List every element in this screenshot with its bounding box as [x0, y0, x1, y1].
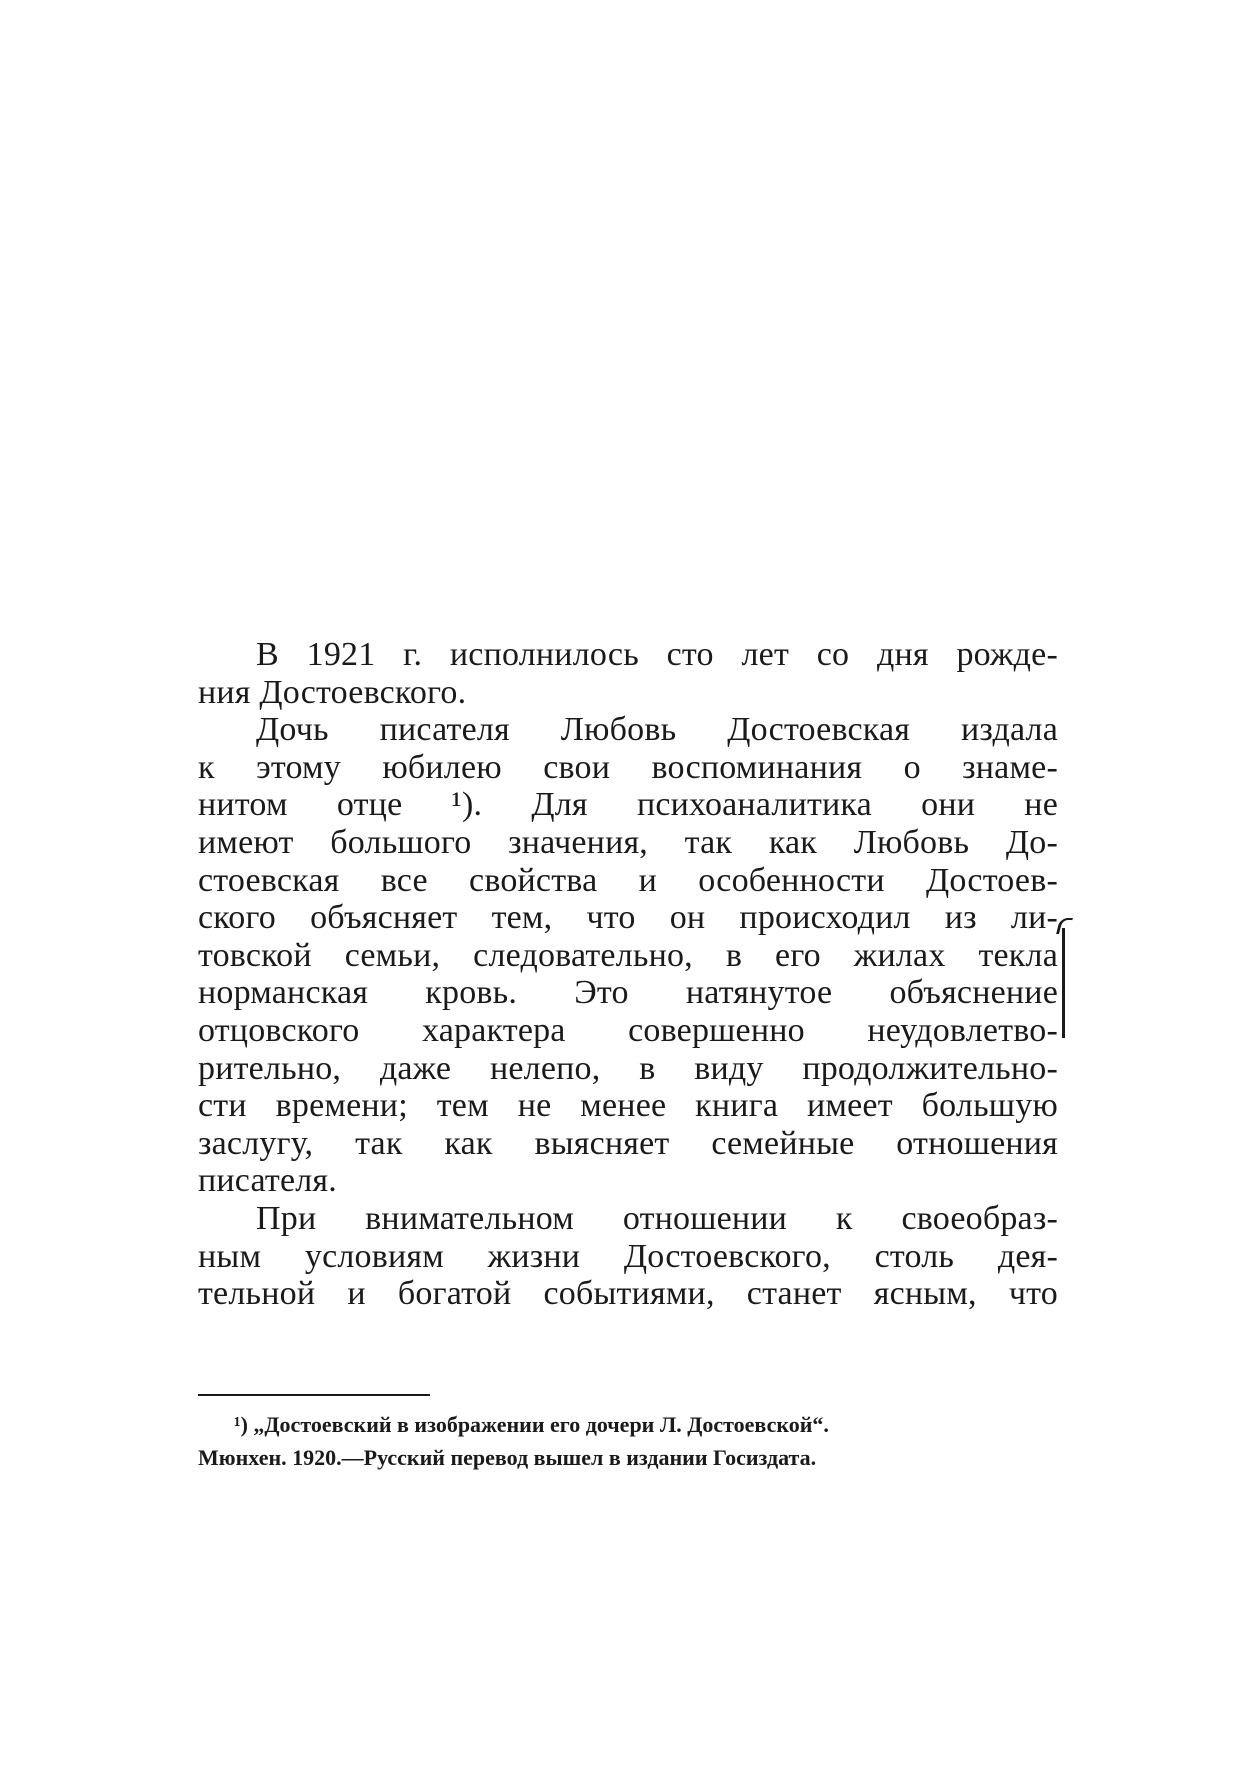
text-line: В 1921 г. исполнилось сто лет со дня рожде- [256, 636, 1058, 673]
text-line: нитом отце ¹). Для психоаналитика они не [198, 786, 1058, 824]
footnote [198, 1408, 1058, 1474]
text-line: норманская кровь. Это натянутое объяснение [198, 974, 1058, 1012]
main-text [198, 636, 1058, 1313]
text-line: ского объясняет тем, что он происходил из ли- [198, 899, 1058, 937]
text-line: При внимательном отношении к своеобраз- [256, 1199, 1058, 1237]
text-line: товской семьи, следовательно, в его жилах текла [198, 936, 1058, 974]
footnote-line: ¹) „Достоевский в изображении его дочери Л. Достоевской“. [234, 1412, 829, 1437]
text-line: имеют большого значения, так как Любовь До- [198, 823, 1058, 861]
text-line: ным условиям жизни Достоевского, столь дея- [198, 1237, 1058, 1275]
footnote-rule [198, 1394, 430, 1396]
text-line: к этому юбилею свои воспоминания о знаме- [198, 748, 1058, 786]
text-line: рительно, даже нелепо, в виду продолжительно- [198, 1049, 1058, 1087]
text-line: заслугу, так как выясняет семейные отношения [198, 1124, 1058, 1162]
text-line: Дочь писателя Любовь Достоевская издала [256, 711, 1058, 749]
text-line: писателя. [198, 1162, 337, 1200]
margin-bracket [1062, 928, 1065, 1038]
footnote-line: Мюнхен. 1920.—Русский перевод вышел в издании Госиздата. [198, 1445, 817, 1470]
text-line: отцовского характера совершенно неудовлетво- [198, 1011, 1058, 1049]
text-line: стоевская все свойства и особенности Достоев- [198, 861, 1058, 899]
text-line: тельной и богатой событиями, станет ясным, что [198, 1275, 1058, 1313]
text-line: сти времени; тем не менее книга имеет большую [198, 1087, 1058, 1125]
text-line: ния Достоевского. [198, 673, 467, 711]
